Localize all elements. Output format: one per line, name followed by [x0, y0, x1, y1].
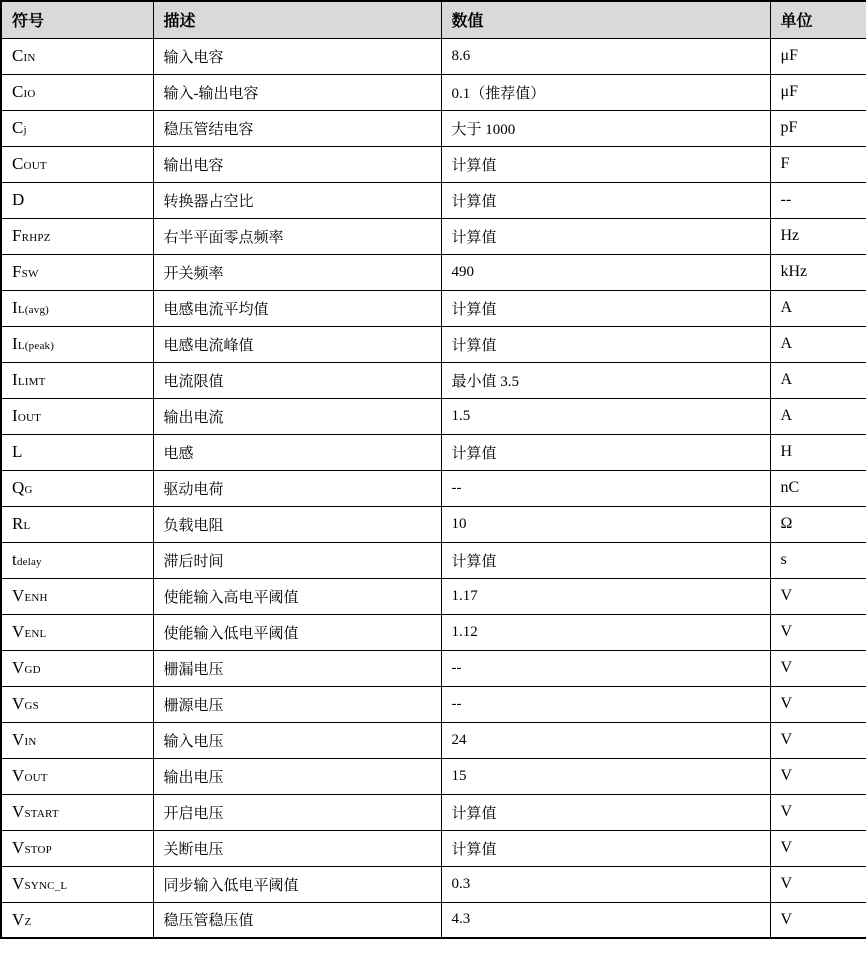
symbol-base: V [12, 766, 25, 785]
value-cell: 计算值 [441, 290, 770, 326]
symbol-subscript: START [24, 808, 59, 820]
symbol-cell [1, 110, 153, 146]
unit-cell: V [770, 866, 866, 902]
unit-cell: V [770, 578, 866, 614]
table-row [1, 398, 866, 434]
table-row [1, 794, 866, 830]
description-cell: 输出电容 [153, 146, 441, 182]
table-row [1, 902, 866, 938]
symbol-subscript: Z [24, 915, 32, 928]
value-cell: 计算值 [441, 218, 770, 254]
description-cell: 同步输入低电平阈值 [153, 866, 441, 902]
description-cell: 开启电压 [153, 794, 441, 830]
symbol-cell [1, 902, 153, 938]
symbol-subscript: RHPZ [21, 232, 51, 244]
symbol-cell [1, 470, 153, 506]
table-row [1, 686, 866, 722]
table-row [1, 74, 866, 110]
symbol-base: I [12, 406, 18, 425]
value-cell: 计算值 [441, 794, 770, 830]
symbol-base: D [12, 190, 25, 209]
value-cell: -- [441, 650, 770, 686]
table-row [1, 254, 866, 290]
symbol-cell [1, 326, 153, 362]
symbol-subscript: ENH [24, 592, 48, 604]
symbol-base: V [12, 658, 25, 677]
symbol-cell [1, 686, 153, 722]
value-cell: 计算值 [441, 434, 770, 470]
table-row [1, 866, 866, 902]
symbol-cell [1, 866, 153, 902]
symbol-base: V [12, 694, 25, 713]
symbol-subscript: SYNC_L [24, 880, 68, 892]
description-cell: 输入电压 [153, 722, 441, 758]
value-cell: 15 [441, 758, 770, 794]
description-cell: 右半平面零点频率 [153, 218, 441, 254]
symbol-subscript: L [23, 520, 31, 532]
symbol-cell [1, 398, 153, 434]
symbol-cell [1, 74, 153, 110]
table-row [1, 758, 866, 794]
unit-cell: V [770, 902, 866, 938]
unit-cell: kHz [770, 254, 866, 290]
unit-cell: s [770, 542, 866, 578]
symbol-cell [1, 542, 153, 578]
symbol-base: V [12, 838, 25, 857]
symbol-base: V [12, 909, 25, 929]
unit-cell: V [770, 614, 866, 650]
symbol-subscript: OUT [24, 772, 48, 784]
unit-cell: -- [770, 182, 866, 218]
unit-cell: Ω [770, 506, 866, 542]
symbol-cell [1, 578, 153, 614]
table-row [1, 110, 866, 146]
unit-cell: H [770, 434, 866, 470]
table-row [1, 830, 866, 866]
symbol-base: C [12, 46, 24, 65]
value-cell: 1.17 [441, 578, 770, 614]
description-cell: 使能输入低电平阈值 [153, 614, 441, 650]
symbol-subscript: GS [24, 700, 39, 712]
symbol-cell [1, 506, 153, 542]
unit-cell: μF [770, 74, 866, 110]
unit-cell: A [770, 398, 866, 434]
value-cell: 4.3 [441, 902, 770, 938]
symbol-base: V [12, 802, 25, 821]
symbol-base: C [12, 82, 24, 101]
symbol-subscript: L(avg) [17, 304, 50, 316]
symbol-cell [1, 146, 153, 182]
symbol-subscript: IN [24, 736, 37, 748]
table-row [1, 578, 866, 614]
table-body [1, 38, 866, 938]
unit-cell: pF [770, 110, 866, 146]
table-header-row [1, 1, 866, 38]
symbol-subscript: IO [23, 88, 36, 100]
description-cell: 转换器占空比 [153, 182, 441, 218]
value-cell: -- [441, 686, 770, 722]
description-cell: 电感电流平均值 [153, 290, 441, 326]
table-row [1, 434, 866, 470]
value-cell: 计算值 [441, 326, 770, 362]
unit-cell: V [770, 758, 866, 794]
symbol-base: C [12, 154, 24, 173]
value-cell: 计算值 [441, 542, 770, 578]
unit-cell: V [770, 650, 866, 686]
unit-cell: V [770, 686, 866, 722]
description-cell: 滞后时间 [153, 542, 441, 578]
table-row [1, 470, 866, 506]
unit-cell: F [770, 146, 866, 182]
description-cell: 输出电流 [153, 398, 441, 434]
symbol-base: L [12, 442, 23, 461]
symbol-subscript: OUT [23, 160, 47, 172]
symbol-base: C [12, 118, 24, 137]
description-cell: 使能输入高电平阈值 [153, 578, 441, 614]
value-cell: 计算值 [441, 146, 770, 182]
table-row [1, 182, 866, 218]
symbol-subscript: OUT [17, 412, 42, 424]
description-cell: 稳压管结电容 [153, 110, 441, 146]
symbol-cell [1, 722, 153, 758]
table-row [1, 722, 866, 758]
value-cell: 490 [441, 254, 770, 290]
symbol-subscript: L(peak) [17, 340, 55, 352]
unit-cell: V [770, 722, 866, 758]
symbol-cell [1, 794, 153, 830]
column-header-value: 数值 [441, 1, 770, 38]
symbol-subscript: LIMT [17, 376, 46, 388]
table-row [1, 506, 866, 542]
column-header-unit: 单位 [770, 1, 866, 38]
value-cell: 大于 1000 [441, 110, 770, 146]
symbol-subscript: IN [23, 52, 36, 64]
unit-cell: A [770, 290, 866, 326]
table-row [1, 326, 866, 362]
description-cell: 栅源电压 [153, 686, 441, 722]
symbol-base: V [12, 874, 25, 893]
unit-cell: Hz [770, 218, 866, 254]
table-row [1, 542, 866, 578]
table-row [1, 290, 866, 326]
unit-cell: μF [770, 38, 866, 74]
symbol-base: V [12, 586, 25, 605]
description-cell: 输入电容 [153, 38, 441, 74]
symbol-cell [1, 254, 153, 290]
description-cell: 关断电压 [153, 830, 441, 866]
description-cell: 栅漏电压 [153, 650, 441, 686]
symbol-cell [1, 650, 153, 686]
table-row [1, 650, 866, 686]
symbol-cell [1, 830, 153, 866]
symbol-base: R [12, 514, 24, 533]
symbol-base: F [12, 262, 22, 281]
symbol-cell [1, 758, 153, 794]
table-row [1, 614, 866, 650]
symbol-base: V [12, 622, 25, 641]
symbol-base: I [12, 370, 18, 389]
column-header-description: 描述 [153, 1, 441, 38]
symbol-base: I [12, 298, 18, 317]
unit-cell: A [770, 326, 866, 362]
description-cell: 电感 [153, 434, 441, 470]
value-cell: 0.3 [441, 866, 770, 902]
symbol-cell [1, 290, 153, 326]
symbol-base: V [12, 730, 25, 749]
symbol-cell [1, 218, 153, 254]
symbol-subscript: delay [16, 556, 42, 568]
description-cell: 稳压管稳压值 [153, 902, 441, 938]
value-cell: 计算值 [441, 830, 770, 866]
symbol-cell [1, 434, 153, 470]
symbol-cell [1, 182, 153, 218]
symbol-subscript: j [23, 124, 27, 136]
description-cell: 电感电流峰值 [153, 326, 441, 362]
value-cell: -- [441, 470, 770, 506]
symbol-subscript: GD [24, 664, 41, 676]
value-cell: 1.5 [441, 398, 770, 434]
symbol-base: I [12, 334, 18, 353]
description-cell: 输入-输出电容 [153, 74, 441, 110]
description-cell: 输出电压 [153, 758, 441, 794]
symbol-base: Q [12, 478, 25, 497]
unit-cell: V [770, 830, 866, 866]
symbol-cell [1, 614, 153, 650]
description-cell: 开关频率 [153, 254, 441, 290]
value-cell: 10 [441, 506, 770, 542]
symbol-cell [1, 38, 153, 74]
description-cell: 驱动电荷 [153, 470, 441, 506]
column-header-symbol: 符号 [1, 1, 153, 38]
unit-cell: V [770, 794, 866, 830]
symbol-cell [1, 362, 153, 398]
symbol-subscript: STOP [24, 844, 52, 856]
symbol-subscript: G [24, 484, 33, 496]
table-row [1, 146, 866, 182]
value-cell: 0.1（推荐值） [441, 74, 770, 110]
value-cell: 8.6 [441, 38, 770, 74]
table-row [1, 218, 866, 254]
symbol-subscript: SW [21, 268, 39, 280]
symbol-base: F [12, 226, 22, 245]
value-cell: 最小值 3.5 [441, 362, 770, 398]
unit-cell: A [770, 362, 866, 398]
description-cell: 电流限值 [153, 362, 441, 398]
description-cell: 负载电阻 [153, 506, 441, 542]
unit-cell: nC [770, 470, 866, 506]
value-cell: 1.12 [441, 614, 770, 650]
value-cell: 24 [441, 722, 770, 758]
symbol-base: t [12, 550, 17, 569]
symbol-subscript: ENL [24, 628, 47, 640]
table-row [1, 38, 866, 74]
table-row [1, 362, 866, 398]
value-cell: 计算值 [441, 182, 770, 218]
